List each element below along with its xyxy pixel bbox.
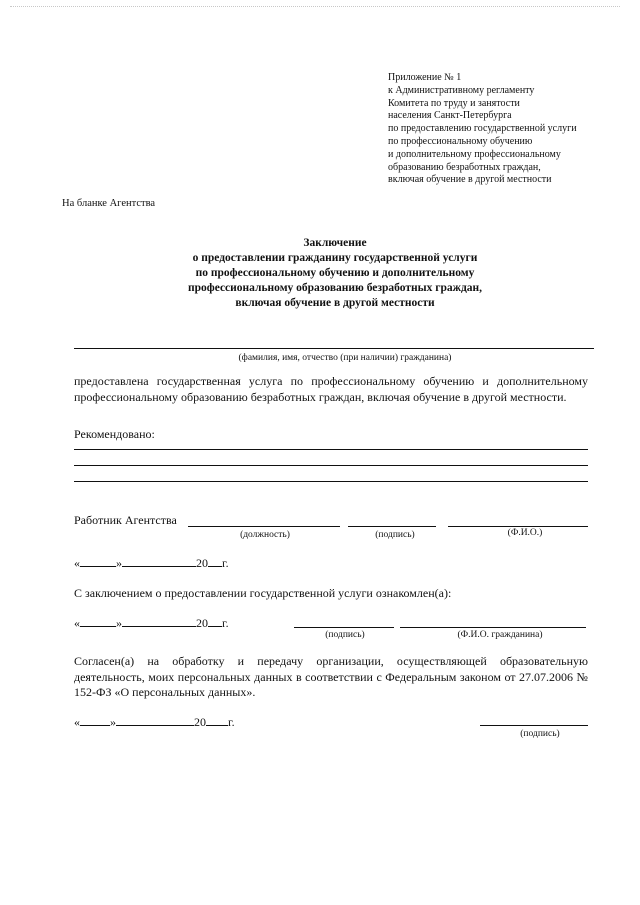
citizen-name-caption: (Ф.И.О. гражданина) [457, 630, 543, 640]
appendix-line: по профессиональному обучению [388, 135, 533, 147]
title-line: включая обучение в другой местности [235, 297, 435, 309]
position-caption: (должность) [240, 530, 290, 540]
month-blank[interactable] [122, 615, 196, 627]
appendix-line: по предоставлению государственной услуги [388, 123, 577, 135]
year-blank[interactable] [206, 714, 228, 726]
recommended-label: Рекомендовано: [74, 427, 155, 441]
citizen-name-line[interactable] [400, 627, 586, 628]
signature-line[interactable] [294, 627, 394, 628]
day-blank[interactable] [80, 714, 110, 726]
date-field[interactable]: « » 20 г. [74, 715, 235, 729]
month-blank[interactable] [116, 714, 194, 726]
year-blank[interactable] [208, 615, 222, 627]
title-line: профессиональному образованию безработных граждан, [187, 282, 483, 294]
signature-line[interactable] [480, 725, 588, 726]
signature-caption: (подпись) [520, 729, 560, 739]
day-blank[interactable] [80, 555, 116, 567]
recommendation-line[interactable] [74, 449, 588, 450]
appendix-line: включая обучение в другой местности [388, 174, 552, 186]
citizen-name-line[interactable] [74, 348, 594, 349]
appendix-line: Приложение № 1 [388, 72, 462, 83]
year-blank[interactable] [208, 555, 222, 567]
signature-caption: (подпись) [375, 530, 415, 540]
document-title [100, 236, 570, 311]
acquainted-statement: С заключением о предоставлении государственной услуги ознакомлен(а): [74, 586, 452, 600]
title-line: о предоставлении гражданину государственной услуги [192, 252, 478, 264]
letterhead-note: На бланке Агентства [62, 198, 156, 209]
appendix-line: и дополнительному профессиональному [388, 148, 561, 160]
appendix-line: к Административному регламенту [388, 84, 535, 96]
signature-line[interactable] [348, 526, 436, 527]
recommendation-line[interactable] [74, 465, 588, 466]
consent-statement: Согласен(а) на обработку и передачу организации, осуществляющей образовательную деятельность, моих персональных данных в соответствии с Федеральным законом от 27.07.2006 № 152-ФЗ «О персональных данных». [74, 654, 588, 699]
date-field[interactable]: « » 20 г. [74, 616, 229, 630]
appendix-line: Комитета по труду и занятости [388, 97, 520, 109]
citizen-name-caption: (фамилия, имя, отчество (при наличии) гражданина) [238, 353, 452, 363]
day-blank[interactable] [80, 615, 116, 627]
appendix-line: населения Санкт-Петербурга [388, 110, 512, 122]
title-line: по профессиональному обучению и дополнительному [195, 267, 475, 279]
full-name-line[interactable] [448, 526, 588, 527]
appendix-reference [388, 72, 577, 187]
agency-worker-label: Работник Агентства [74, 513, 177, 527]
month-blank[interactable] [122, 555, 196, 567]
date-field[interactable]: « » 20 г. [74, 556, 229, 570]
signature-caption: (подпись) [325, 630, 365, 640]
scan-artifact [10, 6, 620, 11]
title-line: Заключение [303, 237, 367, 249]
position-line[interactable] [188, 526, 340, 527]
appendix-line: образованию безработных граждан, [388, 161, 541, 173]
service-statement: предоставлена государственная услуга по профессиональному обучению и дополнительному профессиональному образованию безработных граждан, включая обучение в другой местности. [74, 374, 588, 404]
full-name-caption: (Ф.И.О.) [507, 528, 543, 538]
recommendation-line[interactable] [74, 481, 588, 482]
